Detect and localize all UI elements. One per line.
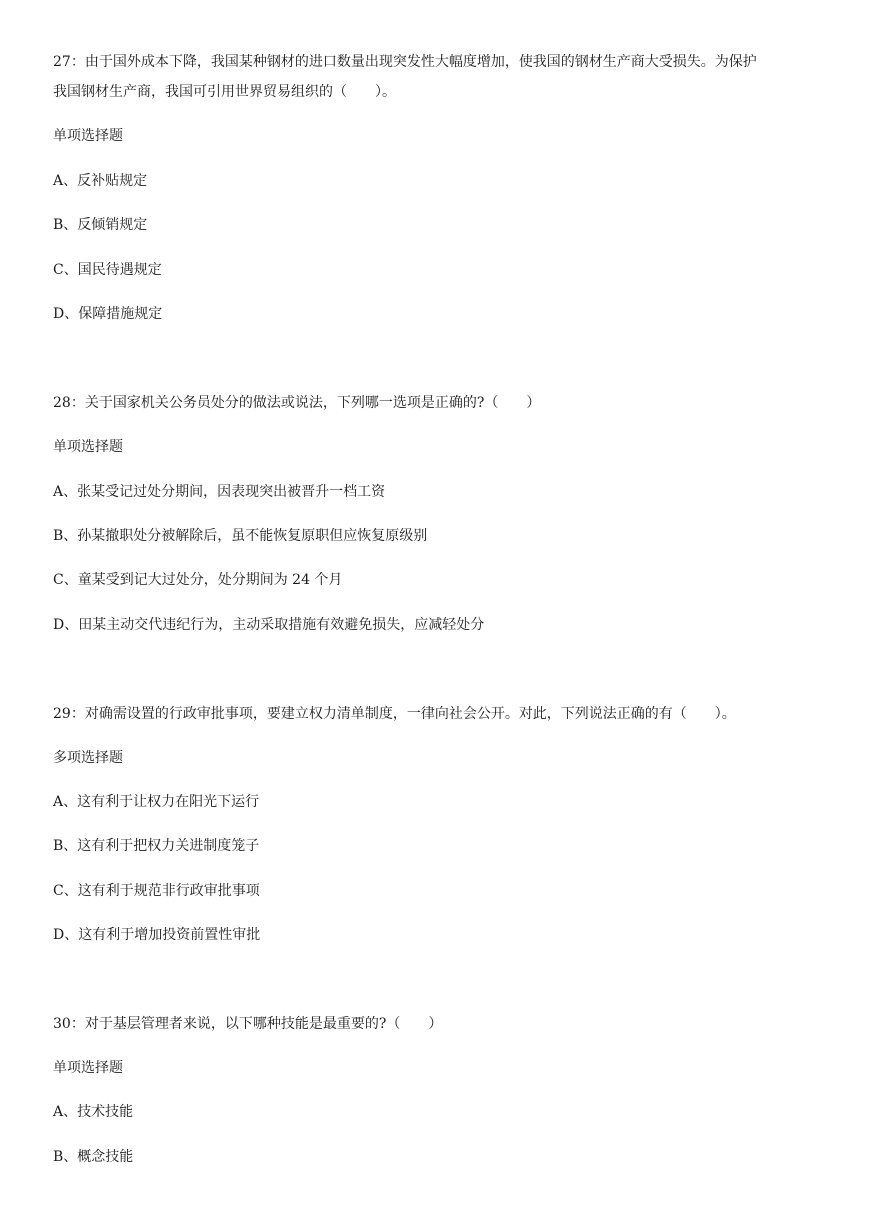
question-28-option-c: C、童某受到记大过处分，处分期间为 24 个月 xyxy=(53,572,343,588)
question-28-type: 单项选择题 xyxy=(53,439,123,455)
question-27-stem-line-2: 我国钢材生产商，我国可引用世界贸易组织的（ ）。 xyxy=(53,84,396,100)
question-28-stem: 28：关于国家机关公务员处分的做法或说法，下列哪一选项是正确的?（ ） xyxy=(53,395,541,411)
question-29-option-b: B、这有利于把权力关进制度笼子 xyxy=(53,838,260,854)
question-28-option-a: A、张某受记过处分期间，因表现突出被晋升一档工资 xyxy=(53,484,386,500)
question-27-option-a: A、反补贴规定 xyxy=(53,173,148,189)
question-30-stem: 30：对于基层管理者来说，以下哪种技能是最重要的?（ ） xyxy=(53,1016,443,1032)
question-29-type: 多项选择题 xyxy=(53,750,123,766)
question-30-type: 单项选择题 xyxy=(53,1060,123,1076)
question-29-option-c: C、这有利于规范非行政审批事项 xyxy=(53,883,260,899)
question-27-stem-line-1: 27：由于国外成本下降，我国某种钢材的进口数量出现突发性大幅度增加，使我国的钢材生产商大受损失。为保护 xyxy=(53,54,757,70)
question-29-option-a: A、这有利于让权力在阳光下运行 xyxy=(53,794,260,810)
question-28-option-b: B、孙某撤职处分被解除后，虽不能恢复原职但应恢复原级别 xyxy=(53,528,428,544)
question-27-type: 单项选择题 xyxy=(53,128,123,144)
question-30-option-b: B、概念技能 xyxy=(53,1149,134,1165)
question-29-option-d: D、这有利于增加投资前置性审批 xyxy=(53,927,261,943)
question-27-option-d: D、保障措施规定 xyxy=(53,306,163,322)
question-27-option-c: C、国民待遇规定 xyxy=(53,262,162,278)
question-27-option-b: B、反倾销规定 xyxy=(53,217,148,233)
question-28-option-d: D、田某主动交代违纪行为，主动采取措施有效避免损失，应减轻处分 xyxy=(53,617,485,633)
question-29-stem: 29：对确需设置的行政审批事项，要建立权力清单制度，一律向社会公开。对此，下列说法正确的有（ ）。 xyxy=(53,706,736,722)
question-30-option-a: A、技术技能 xyxy=(53,1104,134,1120)
